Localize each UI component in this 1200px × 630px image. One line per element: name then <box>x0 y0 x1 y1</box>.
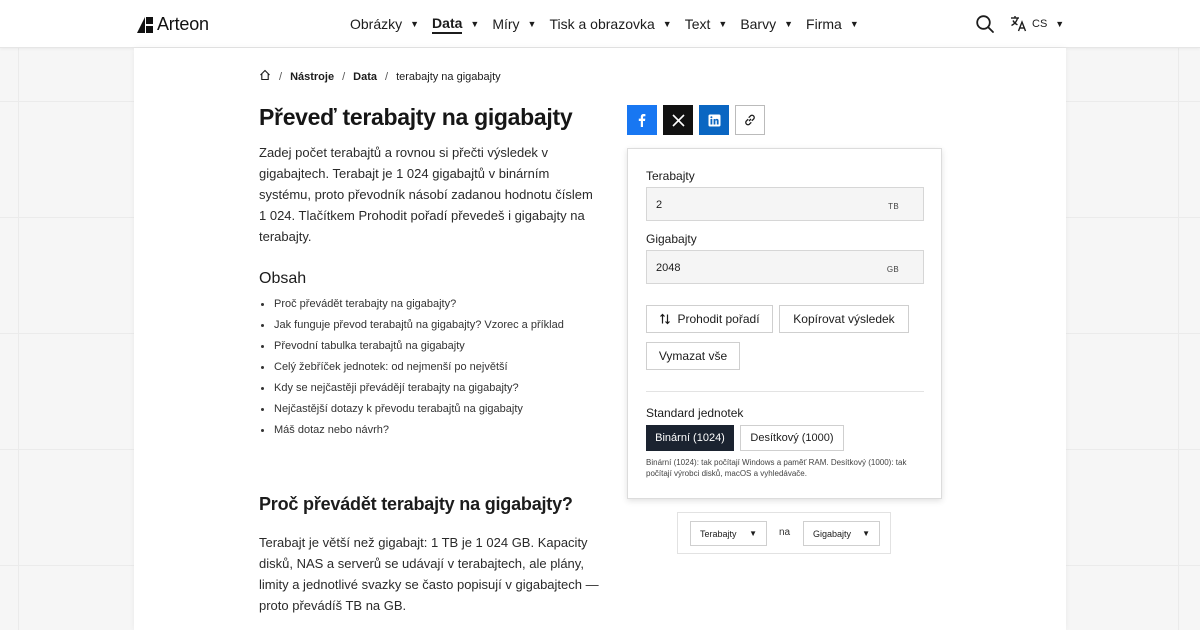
main-menu <box>350 0 859 48</box>
toc-title: Obsah <box>259 270 307 287</box>
swap-order-button[interactable] <box>646 305 773 333</box>
toc-link[interactable]: Jak funguje převod terabajtů na gigabajty? Vzorec a příklad <box>259 317 564 338</box>
nav-item-label: Tisk a obrazovka <box>549 16 655 32</box>
nav-item-label: Firma <box>806 16 842 32</box>
facebook-icon <box>635 113 649 127</box>
linkedin-icon <box>708 114 721 127</box>
section-title: Proč převádět terabajty na gigabajty? <box>259 494 573 514</box>
chevron-down-icon: ▼ <box>784 19 794 29</box>
chevron-down-icon: ▼ <box>749 529 757 538</box>
toc-link[interactable]: Nejčastější dotazy k převodu terabajtů na gigabajty <box>259 401 564 422</box>
breadcrumb-separator: / <box>385 70 389 83</box>
copy-link-button[interactable] <box>735 105 765 135</box>
chevron-down-icon: ▼ <box>410 19 420 29</box>
breadcrumb <box>259 69 501 84</box>
breadcrumb-link-nastroje[interactable]: Nástroje <box>290 70 335 83</box>
nav-item-label: Barvy <box>740 16 777 32</box>
unit-standard-note: Binární (1024): tak počítají Windows a paměť RAM. Desítkový (1000): tak počítají výrobci disků, macOS a vyhledávače. <box>646 458 907 478</box>
language-code: CS <box>1032 17 1048 30</box>
chevron-down-icon: ▼ <box>1055 18 1065 29</box>
logo-icon <box>137 17 153 33</box>
top-navigation-bar <box>0 0 1200 48</box>
nav-item-firma[interactable] <box>806 0 859 48</box>
terabytes-field <box>646 187 924 221</box>
home-link[interactable] <box>259 69 271 84</box>
toc-link[interactable]: Kdy se nejčastěji převádějí terabajty na gigabajty? <box>259 380 564 401</box>
breadcrumb-link-data[interactable]: Data <box>353 70 377 83</box>
toc-link[interactable]: Proč převádět terabajty na gigabajty? <box>259 296 564 317</box>
from-unit-value: Terabajty <box>700 528 737 539</box>
chevron-down-icon: ▼ <box>662 19 672 29</box>
section-paragraph: Terabajt je větší než gigabajt: 1 TB je 1 024 GB. Kapacity disků, NAS a serverů se udávají v terabajtech, ale plány, limity a jednotlivé svazky se často popisují v gigabajtech — proto převádíš TB na GB. <box>259 535 599 613</box>
x-icon <box>672 114 685 127</box>
unit-standard-label: Standard jednotek <box>646 406 744 420</box>
chevron-down-icon: ▼ <box>862 529 870 538</box>
page-title: Převeď terabajty na gigabajty <box>259 104 573 130</box>
nav-item-label: Data <box>432 15 462 34</box>
share-facebook-button[interactable] <box>627 105 657 135</box>
table-of-contents <box>259 296 564 443</box>
from-unit-select[interactable] <box>690 521 767 546</box>
chevron-down-icon: ▼ <box>527 19 537 29</box>
swap-order-label: Prohodit pořadí <box>677 312 760 326</box>
chevron-down-icon: ▼ <box>470 19 480 29</box>
nav-item-tisk-a-obrazovka[interactable] <box>549 0 671 48</box>
from-field-label: Terabajty <box>646 169 695 183</box>
search-button[interactable] <box>975 14 995 34</box>
nav-item-barvy[interactable] <box>740 0 793 48</box>
toc-link[interactable]: Máš dotaz nebo návrh? <box>259 422 564 443</box>
clear-all-button[interactable]: Vymazat vše <box>646 342 740 370</box>
translate-icon <box>1010 15 1027 32</box>
link-icon <box>743 113 757 127</box>
nav-item-text[interactable] <box>685 0 728 48</box>
nav-item-data[interactable] <box>432 0 479 48</box>
chevron-down-icon: ▼ <box>718 19 728 29</box>
toc-link[interactable]: Převodní tabulka terabajtů na gigabajty <box>259 338 564 359</box>
content-card <box>134 48 1066 630</box>
brand-name: Arteon <box>157 14 209 34</box>
binary-standard-option[interactable]: Binární (1024) <box>646 425 734 451</box>
toc-link[interactable]: Celý žebříček jednotek: od nejmenší po největší <box>259 359 564 380</box>
picker-separator: na <box>779 527 791 538</box>
nav-item-miry[interactable] <box>492 0 536 48</box>
share-linkedin-button[interactable] <box>699 105 729 135</box>
unit-picker-bar <box>677 512 891 554</box>
chevron-down-icon: ▼ <box>849 19 859 29</box>
nav-item-obrazky[interactable] <box>350 0 419 48</box>
copy-result-button[interactable]: Kopírovat výsledek <box>779 305 909 333</box>
gigabytes-input[interactable] <box>656 260 876 276</box>
gb-unit-label: GB <box>886 265 899 274</box>
search-icon <box>975 14 995 34</box>
to-unit-value: Gigabajty <box>813 528 852 539</box>
breadcrumb-current: terabajty na gigabajty <box>396 70 501 83</box>
home-icon <box>259 69 271 81</box>
nav-item-label: Míry <box>492 16 520 32</box>
decimal-standard-option[interactable]: Desítkový (1000) <box>740 425 844 451</box>
intro-paragraph: Zadej počet terabajtů a rovnou si přečti výsledek v gigabajtech. Terabajt je 1 024 gigabajtů v binárním systému, proto převodník násobí zadanou hodnotu číslem 1 024. Tlačítkem Prohodit pořadí převedeš i gigabajty na terabajty. <box>259 145 593 244</box>
brand-logo[interactable] <box>137 14 209 35</box>
gigabytes-field <box>646 250 924 284</box>
to-field-label: Gigabajty <box>646 232 697 246</box>
terabytes-input[interactable] <box>656 197 876 213</box>
nav-item-label: Text <box>684 16 711 32</box>
swap-arrows-icon <box>659 313 671 325</box>
breadcrumb-separator: / <box>279 70 283 83</box>
tb-unit-label: TB <box>888 202 899 211</box>
to-unit-select[interactable] <box>803 521 880 546</box>
nav-item-label: Obrázky <box>350 16 403 32</box>
converter-panel <box>627 148 942 499</box>
share-buttons <box>627 105 771 135</box>
breadcrumb-separator: / <box>342 70 346 83</box>
language-selector[interactable] <box>1010 15 1064 32</box>
panel-divider <box>646 391 924 392</box>
share-x-button[interactable] <box>663 105 693 135</box>
